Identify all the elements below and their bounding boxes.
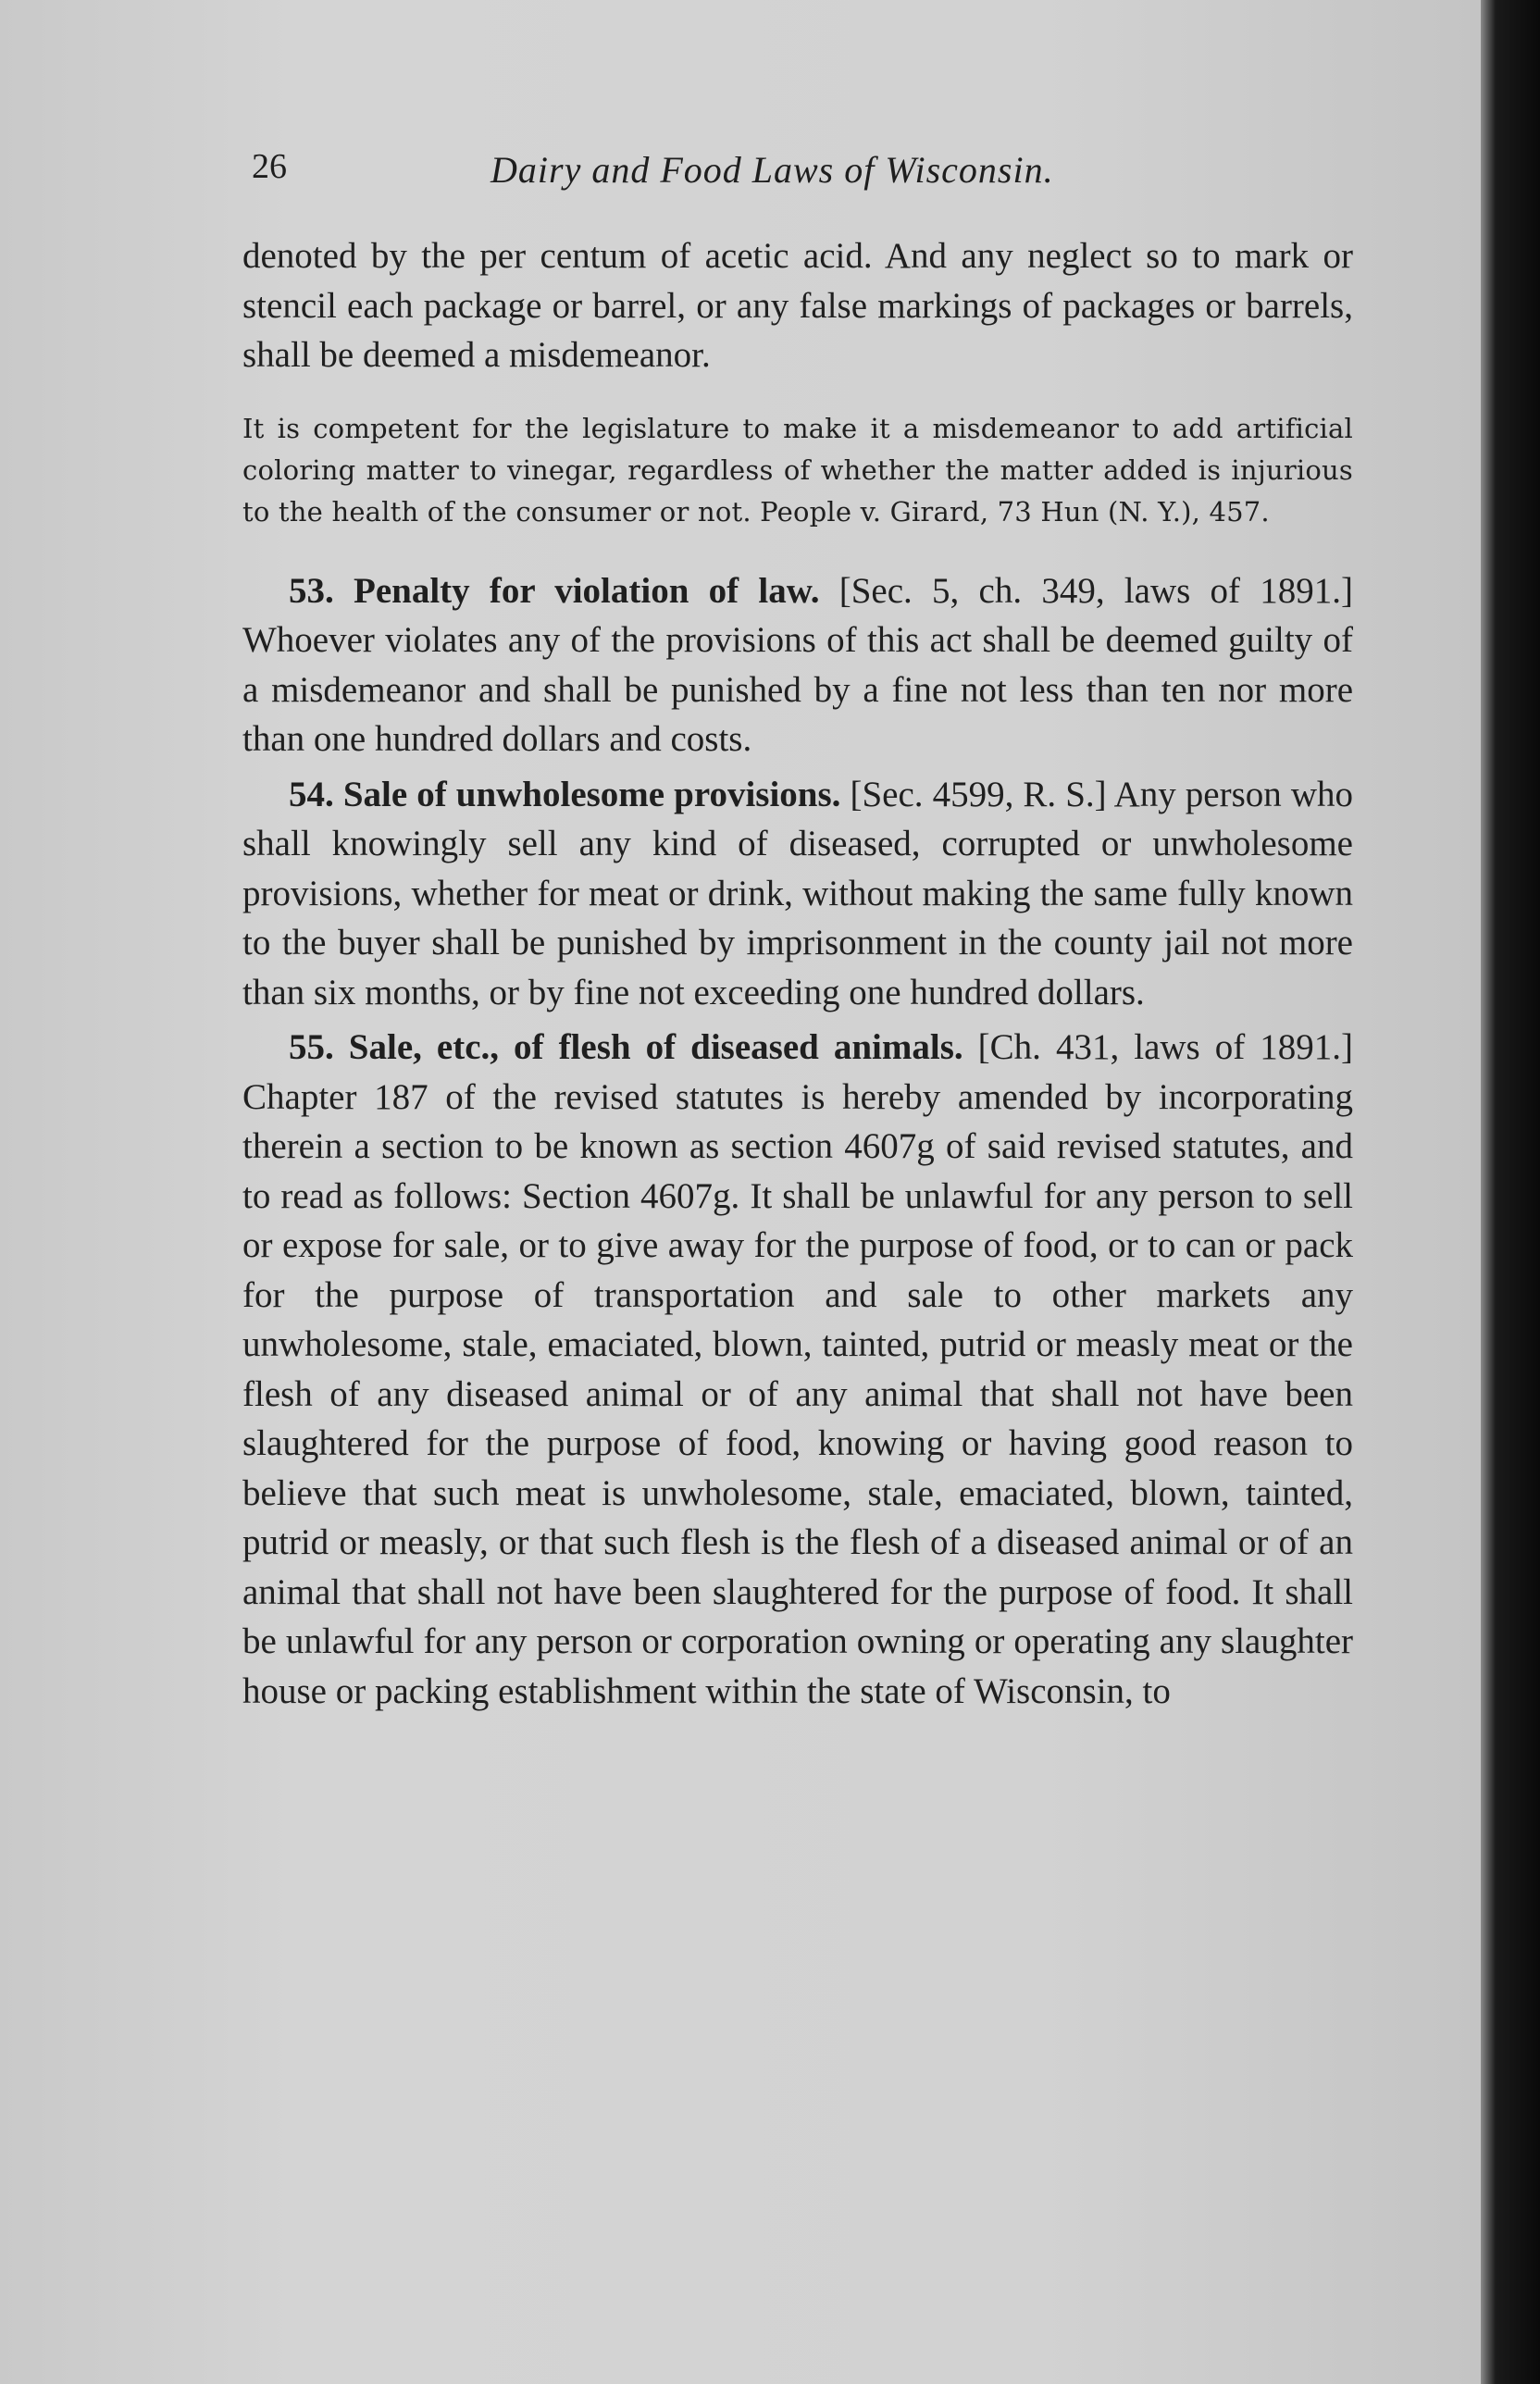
running-title: Dairy and Food Laws of Wisconsin. bbox=[491, 149, 1054, 191]
case-annotation: It is competent for the legislature to make it a misdemeanor to add artificial coloring matter to vinegar, regardless of whether the matter added is injurious to the health of the consumer or not. People v. Girard, 73 Hun (N. Y.), 457. bbox=[242, 412, 1353, 528]
section-text: [Sec. 4599, R. S.] Any person who shall knowingly sell any kind of diseased, corrupted or unwholesome provisions, whether for meat or drink, without making the same fully known to the buyer shall be punished by imprisonment in the county jail not more than six months, or by fine not exceeding one hundred dollars. bbox=[242, 774, 1353, 1012]
section-text: [Ch. 431, laws of 1891.] Chapter 187 of the revised statutes is hereby amended by incorporating therein a section to be known as section 4607g of said revised statutes, and to read as follows: Section 4607g. It shall be unlawful for any person to sell or expose for sale, or to give away for the purpose of food, or to can or pack for the purpose of transportation and sale to other markets any unwholesome, stale, emaciated, blown, tainted, putrid or measly meat or the flesh of any diseased animal or of any animal that shall not have been slaughtered for the purpose of food, knowing or having good reason to believe that such meat is unwholesome, stale, emaciated, blown, tainted, putrid or measly, or that such flesh is the flesh of a diseased animal or of an animal that shall not have been slaughtered for the purpose of food. It shall be unlawful for any person or corporation owning or operating any slaughter house or packing establishment within the state of Wisconsin, to bbox=[242, 1027, 1354, 1711]
section-54 bbox=[242, 770, 1353, 1018]
section-53 bbox=[242, 566, 1353, 764]
section-heading: Sale of unwholesome provisions. bbox=[342, 774, 841, 814]
book-gutter bbox=[1481, 0, 1540, 2384]
running-head bbox=[252, 146, 1177, 202]
page-body bbox=[242, 231, 1353, 1716]
section-number: 55. bbox=[289, 1027, 334, 1067]
section-number: 54. bbox=[289, 774, 334, 814]
section-55 bbox=[242, 1023, 1353, 1716]
section-number: 53. bbox=[289, 570, 334, 611]
continuation-paragraph: denoted by the per centum of acetic acid. And any neglect so to mark or stencil each package or barrel, or any false markings of packages or barrels, shall be deemed a misdemeanor. bbox=[242, 236, 1353, 375]
section-heading: Sale, etc., of flesh of diseased animals. bbox=[348, 1027, 963, 1067]
section-heading: Penalty for violation of law. bbox=[354, 570, 820, 611]
section-text: [Sec. 5, ch. 349, laws of 1891.] Whoever violates any of the provisions of this act shall be deemed guilty of a misdemeanor and shall be punished by a fine not less than ten nor more than one hundred dollars and costs. bbox=[242, 570, 1354, 759]
page-number: 26 bbox=[252, 147, 287, 186]
